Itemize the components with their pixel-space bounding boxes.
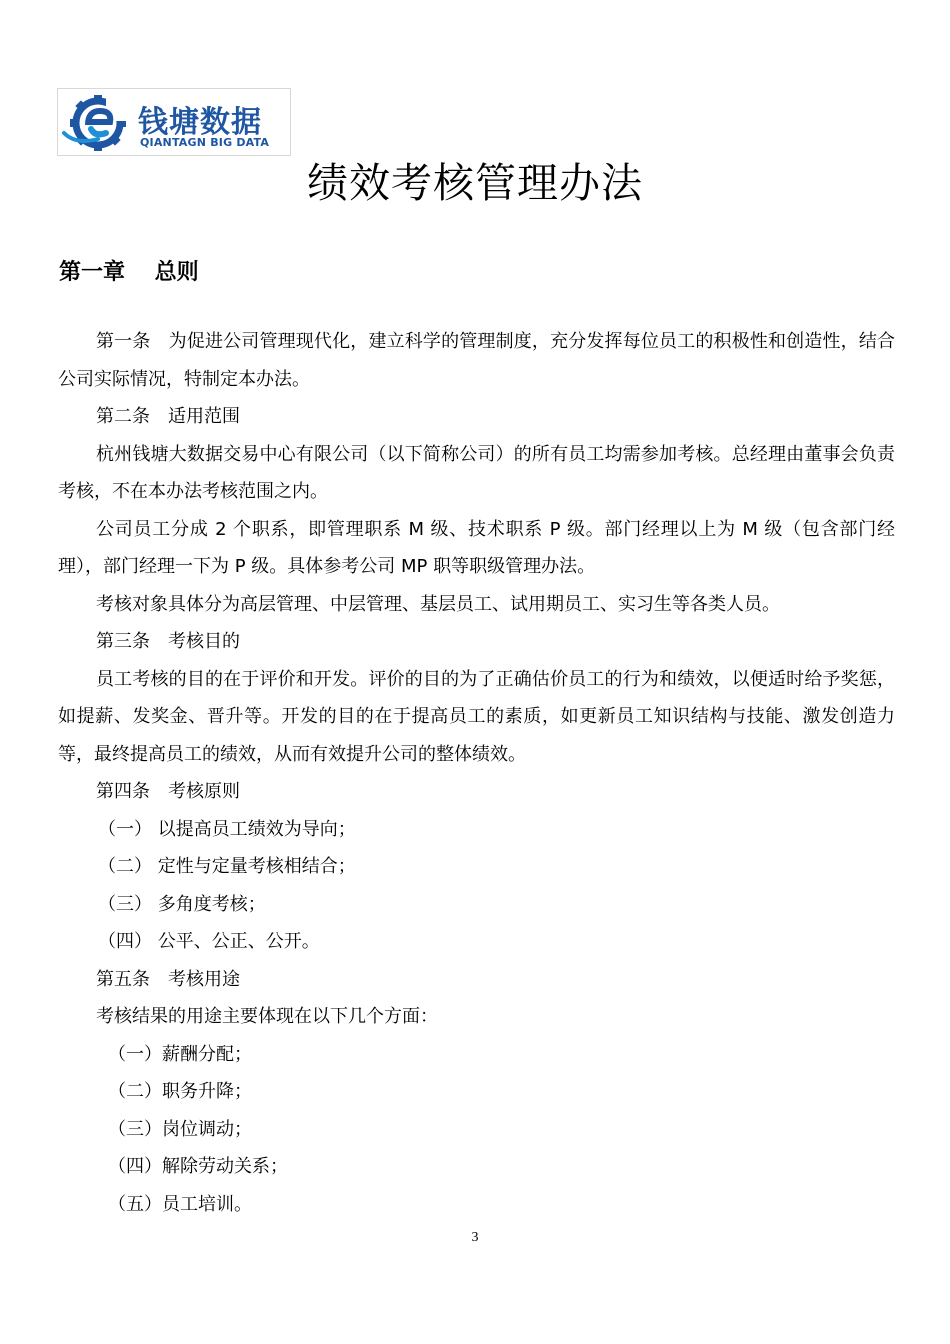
list-item: （二）职务升降； <box>108 1081 252 1102</box>
list-item: （三） 多角度考核； <box>98 893 266 915</box>
list-item: （一）薪酬分配； <box>108 1043 252 1065</box>
document-body <box>58 323 895 1223</box>
list-item: （四）解除劳动关系； <box>108 1156 288 1177</box>
body-paragraph: 员工考核的目的在于评价和开发。评价的目的为了正确估价员工的行为和绩效，以便适时给予奖惩，如提薪、发奖金、晋升等。开发的目的在于提高员工的素质，如更新员工知识结构与技能、激发创造力等，最终提高员工的绩效，从而有效提升公司的整体绩效。 <box>58 668 895 765</box>
article-heading: 考核结果的用途主要体现在以下几个方面： <box>96 1006 438 1027</box>
logo-chinese-name: 钱塘数据 <box>138 105 262 140</box>
body-paragraph: 考核对象具体分为高层管理、中层管理、基层员工、试用期员工、实习生等各类人员。 <box>96 593 780 615</box>
company-logo <box>57 88 291 156</box>
logo-english-name: QIANTAGN BIG DATA <box>140 136 270 149</box>
article-heading: 第四条 考核原则 <box>96 781 240 802</box>
body-paragraph: 公司员工分成 2 个职系，即管理职系 M 级、技术职系 P 级。部门经理以上为 M 级（包含部门经理），部门经理一下为 P 级。具体参考公司 MP 职等职级管理办法。 <box>58 518 895 577</box>
list-item: （四） 公平、公正、公开。 <box>98 931 320 952</box>
body-paragraph: 第一条 为促进公司管理现代化，建立科学的管理制度，充分发挥每位员工的积极性和创造性，结合公司实际情况，特制定本办法。 <box>58 331 895 390</box>
chapter-heading: 第一章 总则 <box>59 260 199 285</box>
document-title: 绩效考核管理办法 <box>307 159 643 207</box>
page-number: 3 <box>471 1230 479 1245</box>
body-paragraph: 杭州钱塘大数据交易中心有限公司（以下简称公司）的所有员工均需参加考核。总经理由董事会负责考核，不在本办法考核范围之内。 <box>58 443 895 502</box>
list-item: （三）岗位调动； <box>108 1118 252 1140</box>
article-heading: 第二条 适用范围 <box>96 406 240 427</box>
list-item: （二） 定性与定量考核相结合； <box>98 856 356 877</box>
e-gear-logo-icon <box>62 95 136 151</box>
list-item: （一） 以提高员工绩效为导向； <box>98 818 356 840</box>
list-item: （五）员工培训。 <box>108 1193 252 1215</box>
article-heading: 第五条 考核用途 <box>96 968 240 990</box>
article-heading: 第三条 考核目的 <box>96 631 240 652</box>
